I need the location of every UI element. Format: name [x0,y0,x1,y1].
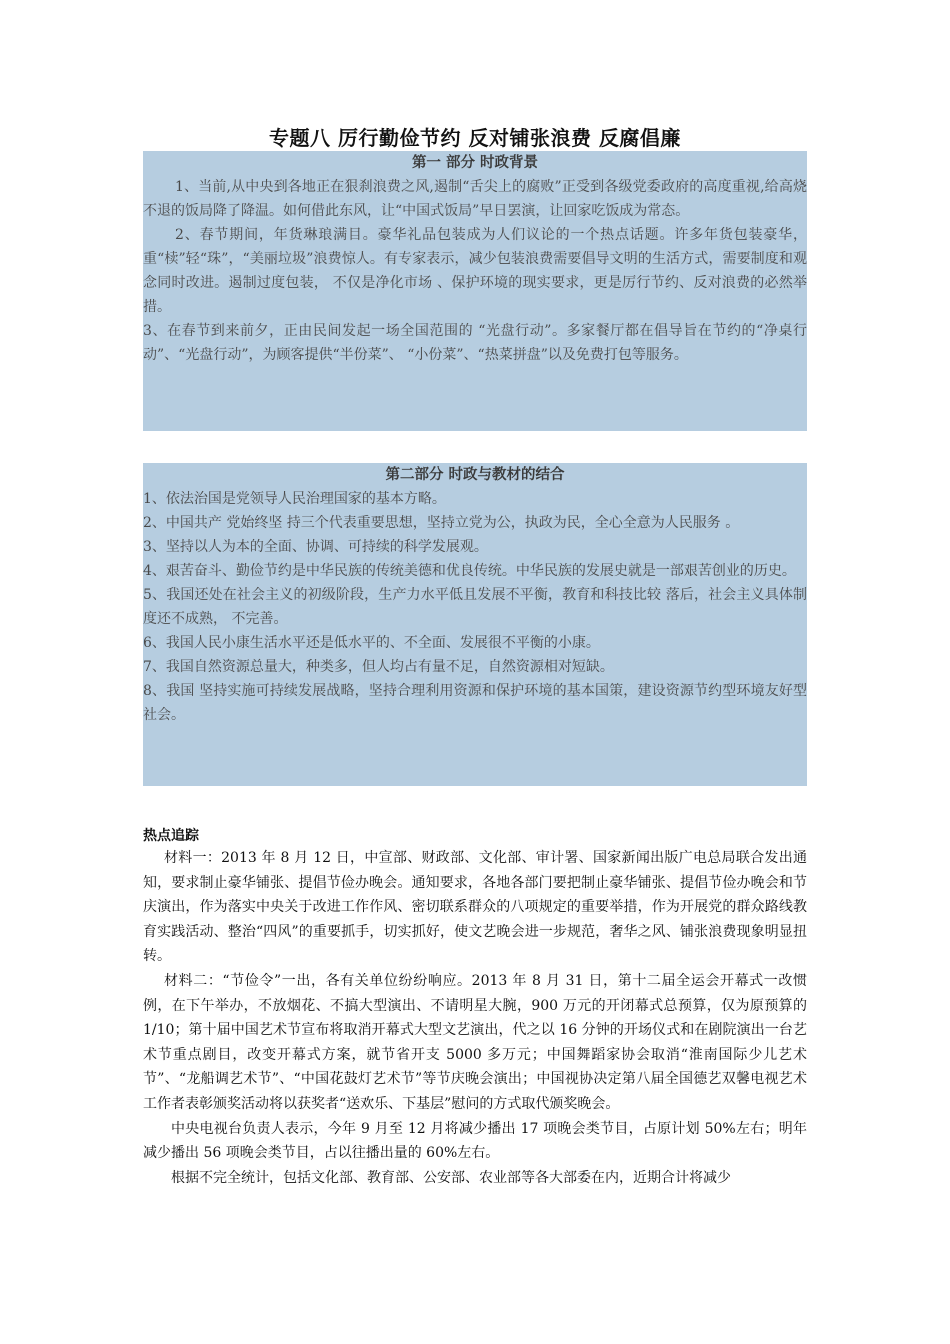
section-textbook-combination [143,463,807,786]
list-item: 7、我国自然资源总量大，种类多，但人均占有量不足，自然资源相对短缺。 [143,659,614,675]
background-paragraph-2: 2、春节期间，年货琳琅满目。豪华礼品包装成为人们议论的一个热点话题。许多年货包装豪华，重“椟”轻“珠”，“美丽垃圾”浪费惊人。有专家表示，减少包装浪费需要倡导文明的生活方式，需要制度和观念同时改进。遏制过度包装， 不仅是净化市场 、保护环境的现实要求，更是厉行节约、反对浪费的必然举措。 [143,227,807,315]
section-current-affairs-background [143,151,807,431]
document-title: 专题八 厉行勤俭节约 反对铺张浪费 反腐倡廉 [269,126,681,150]
section-hot-tracking [143,824,807,1190]
hot-tracking-heading: 热点追踪 [143,828,199,844]
list-item: 6、我国人民小康生活水平还是低水平的、不全面、发展很不平衡的小康。 [143,635,600,651]
cctv-paragraph: 中央电视台负责人表示，今年 9 月至 12 月将减少播出 17 项晚会类节目，占原计划 50%左右；明年减少播出 56 项晚会类节目，占以往播出量的 60%左右。 [143,1120,807,1162]
document-page [143,0,807,1190]
list-item: 8、我国 坚持实施可持续发展战略，坚持合理利用资源和保护环境的基本国策，建设资源节约型环境友好型社会。 [143,683,807,723]
list-item: 4、艰苦奋斗、勤俭节约是中华民族的传统美德和优良传统。中华民族的发展史就是一部艰苦创业的历史。 [143,563,796,579]
section-heading-part2: 第二部分 时政与教材的结合 [385,466,565,483]
background-paragraph-1: 1、当前,从中央到各地正在狠刹浪费之风,遏制“舌尖上的腐败”正受到各级党委政府的高度重视,给高烧不退的饭局降了降温。如何借此东风，让“中国式饭局”早日罢演，让回家吃饭成为常态。 [143,179,807,219]
material-1-paragraph: 材料一：2013 年 8 月 12 日，中宣部、财政部、文化部、审计署、国家新闻出版广电总局联合发出通知，要求制止豪华铺张、提倡节俭办晚会。通知要求，各地各部门要把制止豪华铺张、提倡节俭办晚会和节庆演出，作为落实中央关于改进工作作风、密切联系群众的八项规定的重要举措，作为开展党的群众路线教育实践活动、整治“四风”的重要抓手，切实抓好，使文艺晚会进一步规范，奢华之风、铺张浪费现象明显扭转。 [143,850,807,965]
list-item: 1、依法治国是党领导人民治理国家的基本方略。 [143,491,446,507]
material-2-paragraph: 材料二：“节俭令”一出，各有关单位纷纷响应。2013 年 8 月 31 日，第十二届全运会开幕式一改惯例，在下午举办，不放烟花、不搞大型演出、不请明星大腕，900 万元的开闭幕式总预算，仅为原预算的 1/10；第十届中国艺术节宣布将取消开幕式大型文艺演出，代之以 16 分钟的开场仪式和在剧院演出一台艺术节重点剧目，改变开幕式方案，就节省开支 5000 多万元；中国舞蹈家协会取消“淮南国际少儿艺术节”、“龙船调艺术节”、“中国花鼓灯艺术节”等节庆晚会演出；中国视协决定第八届全国德艺双馨电视艺术工作者表彰颁奖活动将以获奖者“送欢乐、下基层”慰问的方式取代颁奖晚会。 [143,972,807,1112]
statistics-paragraph: 根据不完全统计，包括文化部、教育部、公安部、农业部等各大部委在内，近期合计将减少 [171,1169,731,1186]
background-paragraph-3: 3、在春节到来前夕，正由民间发起一场全国范围的 “光盘行动”。多家餐厅都在倡导旨在节约的“净桌行动”、“光盘行动”，为顾客提供“半份菜”、 “小份菜”、“热菜拼盘”以及免费打包等服务。 [143,323,807,363]
section-heading-part1: 第一 部分 时政背景 [411,154,539,171]
list-item: 2、中国共产 党始终坚 持三个代表重要思想，坚持立党为公，执政为民，全心全意为人民服务 。 [143,515,740,531]
list-item: 5、我国还处在社会主义的初级阶段，生产力水平低且发展不平衡，教育和科技比较 落后，社会主义具体制度还不成熟， 不完善。 [143,587,807,627]
list-item: 3、坚持以人为本的全面、协调、可持续的科学发展观。 [143,539,488,555]
